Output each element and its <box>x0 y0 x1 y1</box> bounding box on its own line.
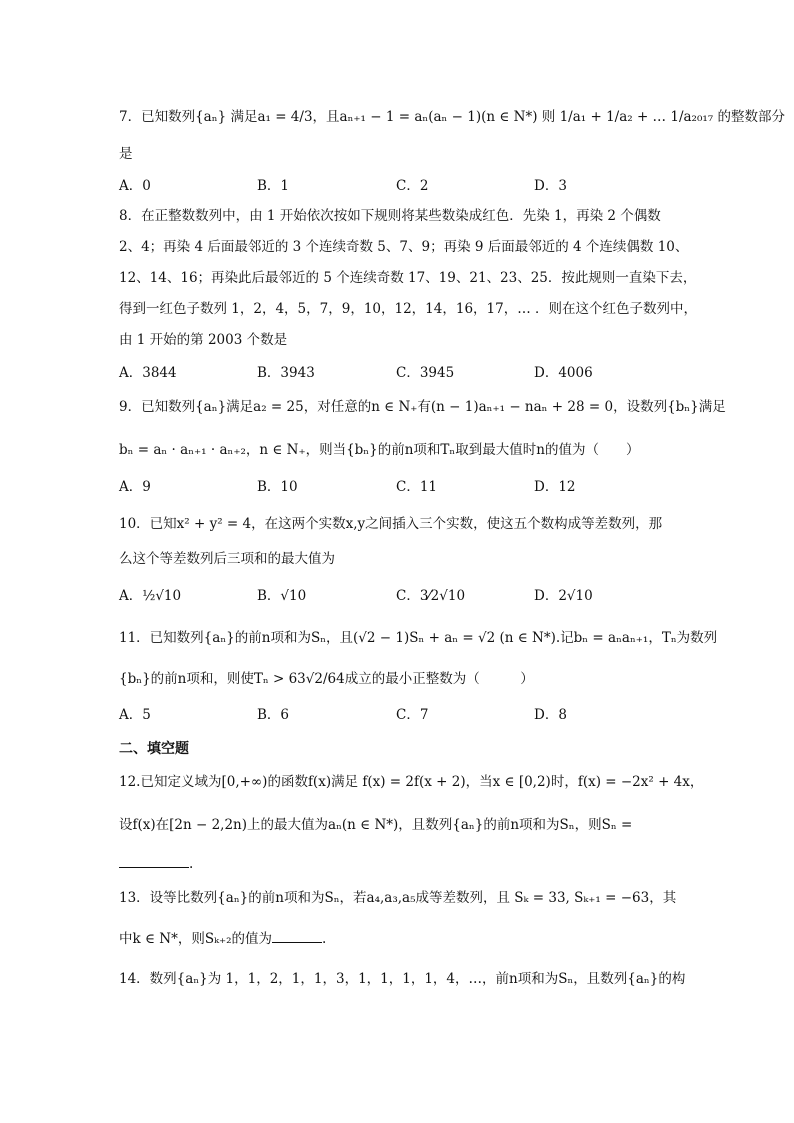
q7-option-c: C．2 <box>396 178 429 194</box>
q13-line1: 13．设等比数列{aₙ}的前n项和为Sₙ，若a₄,a₃,a₅成等差数列，且 Sₖ = 33, Sₖ₊₁ = −63，其 <box>119 890 677 906</box>
q11-option-b: B．6 <box>257 707 290 723</box>
q7-line2: 是 <box>119 146 133 162</box>
q10-line2: 么这个等差数列后三项和的最大值为 <box>119 551 335 567</box>
q7-line1: 7．已知数列{aₙ} 满足a₁ = 4/3，且aₙ₊₁ − 1 = aₙ(aₙ − 1)(n ∈ N*) 则 1/a₁ + 1/a₂ + … 1/a₂₀₁₇ 的整数部分 <box>119 109 785 125</box>
q13-answer-blank[interactable] <box>272 928 322 943</box>
q7-option-a: A．0 <box>119 178 151 194</box>
q12-line1: 12.已知定义域为[0,+∞)的函数f(x)满足 f(x) = 2f(x + 2)，当x ∈ [0,2)时，f(x) = −2x² + 4x， <box>119 774 704 790</box>
q9-option-c: C．11 <box>396 479 438 495</box>
q11-option-d: D．8 <box>534 707 567 723</box>
q12-line2: 设f(x)在[2n − 2,2n)上的最大值为aₙ(n ∈ N*)，且数列{aₙ}的前n项和为Sₙ，则Sₙ = <box>119 817 633 833</box>
q11-line2: {bₙ}的前n项和，则使Tₙ > 63√2/64成立的最小正整数为（ ） <box>119 671 534 687</box>
q10-option-b: B．√10 <box>257 588 307 604</box>
q8-line3: 12、14、16；再染此后最邻近的 5 个连续奇数 17、19、21、23、25．按此规则一直染下去， <box>119 270 697 286</box>
q12-line3 <box>119 853 193 874</box>
q7-option-b: B．1 <box>257 178 290 194</box>
q13-period: . <box>322 931 327 947</box>
q10-option-d: D．2√10 <box>534 588 593 604</box>
q14-line1: 14．数列{aₙ}为 1，1，2，1，1，3，1，1，1，1，4，…，前n项和为Sₙ，且数列{aₙ}的构 <box>119 971 686 987</box>
q11-option-c: C．7 <box>396 707 429 723</box>
q7-option-d: D．3 <box>534 178 567 194</box>
q11-option-a: A．5 <box>119 707 151 723</box>
q10-option-c: C．3⁄2√10 <box>396 588 466 604</box>
q8-option-a: A．3844 <box>119 365 177 381</box>
q12-answer-blank[interactable] <box>119 853 189 868</box>
q10-option-a: A．½√10 <box>119 588 182 604</box>
q8-line5: 由 1 开始的第 2003 个数是 <box>119 332 288 348</box>
q8-line1: 8．在正整数数列中，由 1 开始依次按如下规则将某些数染成红色．先染 1，再染 2 个偶数 <box>119 208 661 224</box>
q9-option-b: B．10 <box>257 479 298 495</box>
q10-line1: 10．已知x² + y² = 4，在这两个实数x,y之间插入三个实数，使这五个数构成等差数列，那 <box>119 516 663 532</box>
q9-option-a: A．9 <box>119 479 151 495</box>
q13-line2-text: 中k ∈ N*，则Sₖ₊₂的值为 <box>119 931 273 947</box>
q11-line1: 11．已知数列{aₙ}的前n项和为Sₙ，且(√2 − 1)Sₙ + aₙ = √2 (n ∈ N*).记bₙ = aₙaₙ₊₁，Tₙ为数列 <box>119 630 718 646</box>
section-heading-fill-in: 二、填空题 <box>119 741 189 757</box>
q13-line2 <box>119 928 326 949</box>
q8-option-b: B．3943 <box>257 365 315 381</box>
q12-period: . <box>189 856 194 872</box>
q8-line2: 2、4；再染 4 后面最邻近的 3 个连续奇数 5、7、9；再染 9 后面最邻近的 4 个连续偶数 10、 <box>119 239 689 255</box>
q9-line2: bₙ = aₙ · aₙ₊₁ · aₙ₊₂，n ∈ N₊，则当{bₙ}的前n项和Tₙ取到最大值时n的值为（ ） <box>119 442 640 458</box>
q8-option-d: D．4006 <box>534 365 593 381</box>
q9-line1: 9．已知数列{aₙ}满足a₂ = 25，对任意的n ∈ N₊有(n − 1)aₙ₊₁ − naₙ + 28 = 0，设数列{bₙ}满足 <box>119 399 726 415</box>
q9-option-d: D．12 <box>534 479 576 495</box>
q8-option-c: C．3945 <box>396 365 455 381</box>
q8-line4: 得到一红色子数列 1，2，4，5，7，9，10，12，14，16，17，… ．则在这个红色子数列中， <box>119 301 698 317</box>
